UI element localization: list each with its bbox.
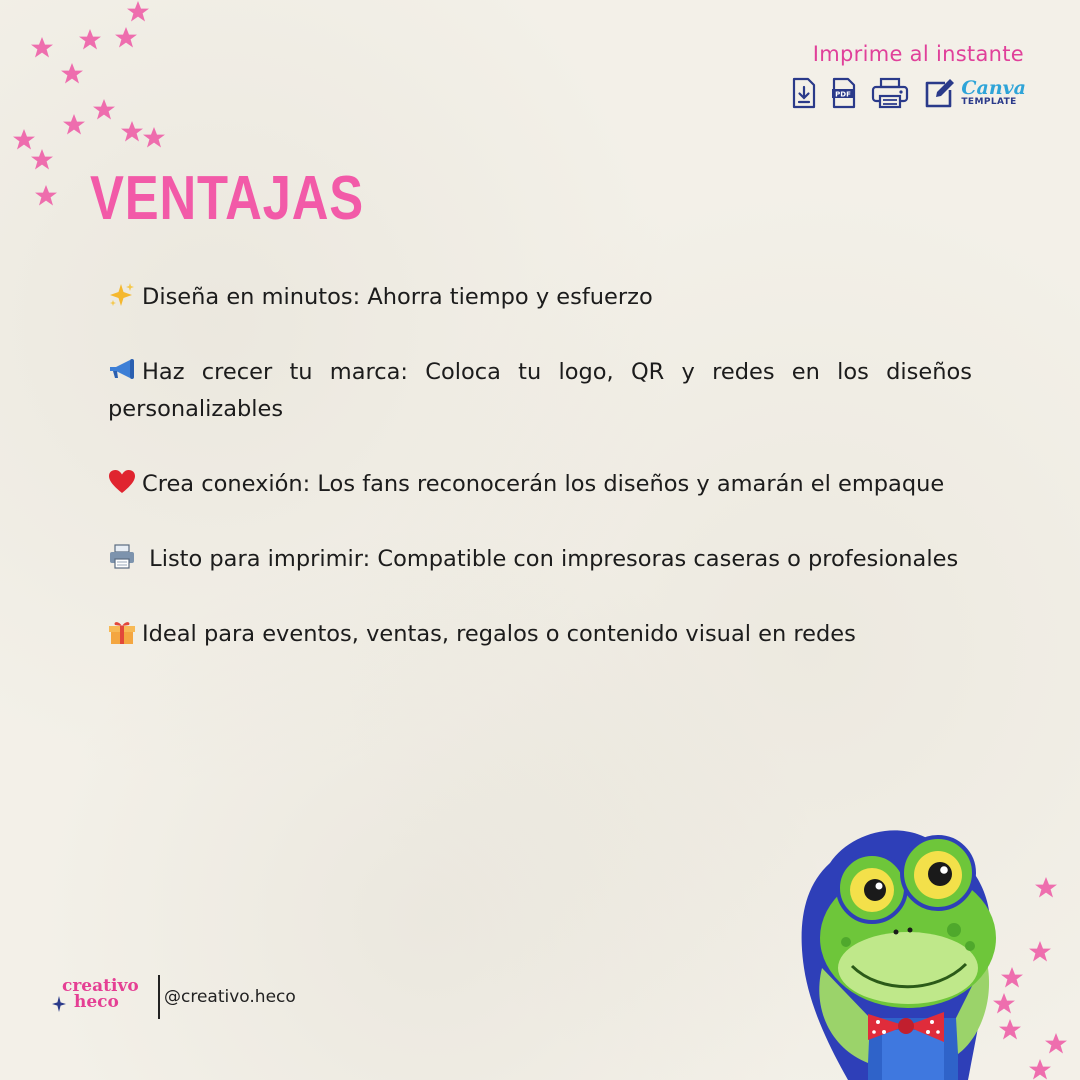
list-item <box>108 466 972 503</box>
logo-line-1: creativo <box>62 976 139 996</box>
page-title: VENTAJAS <box>90 164 364 233</box>
canva-label: Canva <box>961 77 1026 99</box>
megaphone-icon <box>108 357 136 383</box>
benefit-text: Crea conexión: Los fans reconocerán los diseños y amarán el empaque <box>142 471 945 497</box>
brand-footer <box>52 974 296 1020</box>
frog-mascot <box>790 818 1020 1080</box>
pdf-icon <box>831 77 857 109</box>
heart-icon <box>108 469 136 495</box>
logo-line-2: heco <box>74 992 119 1012</box>
sparkles-icon <box>108 282 136 308</box>
edit-icon <box>923 77 957 109</box>
canva-sub-label: TEMPLATE <box>961 97 1017 107</box>
format-icons <box>791 76 1026 110</box>
print-instantly-label: Imprime al instante <box>812 42 1024 66</box>
list-item <box>108 279 972 316</box>
printer-icon <box>108 544 136 570</box>
benefit-text: Haz crecer tu marca: Coloca tu logo, QR y redes en los diseños personalizables <box>108 359 972 422</box>
download-icon <box>791 77 817 109</box>
svg-text:PDF: PDF <box>835 90 852 99</box>
gift-icon <box>108 619 136 645</box>
list-item <box>108 541 972 578</box>
benefit-text: Diseña en minutos: Ahorra tiempo y esfuerzo <box>142 284 653 310</box>
canva-template-logo <box>961 79 1026 107</box>
list-item <box>108 354 972 428</box>
benefit-text: Ideal para eventos, ventas, regalos o contenido visual en redes <box>142 621 856 647</box>
benefit-text: Listo para imprimir: Compatible con impresoras caseras o profesionales <box>142 546 959 572</box>
list-item <box>108 616 972 653</box>
social-handle: @creativo.heco <box>164 987 296 1007</box>
benefits-list <box>108 279 972 691</box>
brand-divider <box>158 975 160 1019</box>
creativo-heco-logo <box>52 974 150 1020</box>
printer-icon <box>871 77 909 109</box>
